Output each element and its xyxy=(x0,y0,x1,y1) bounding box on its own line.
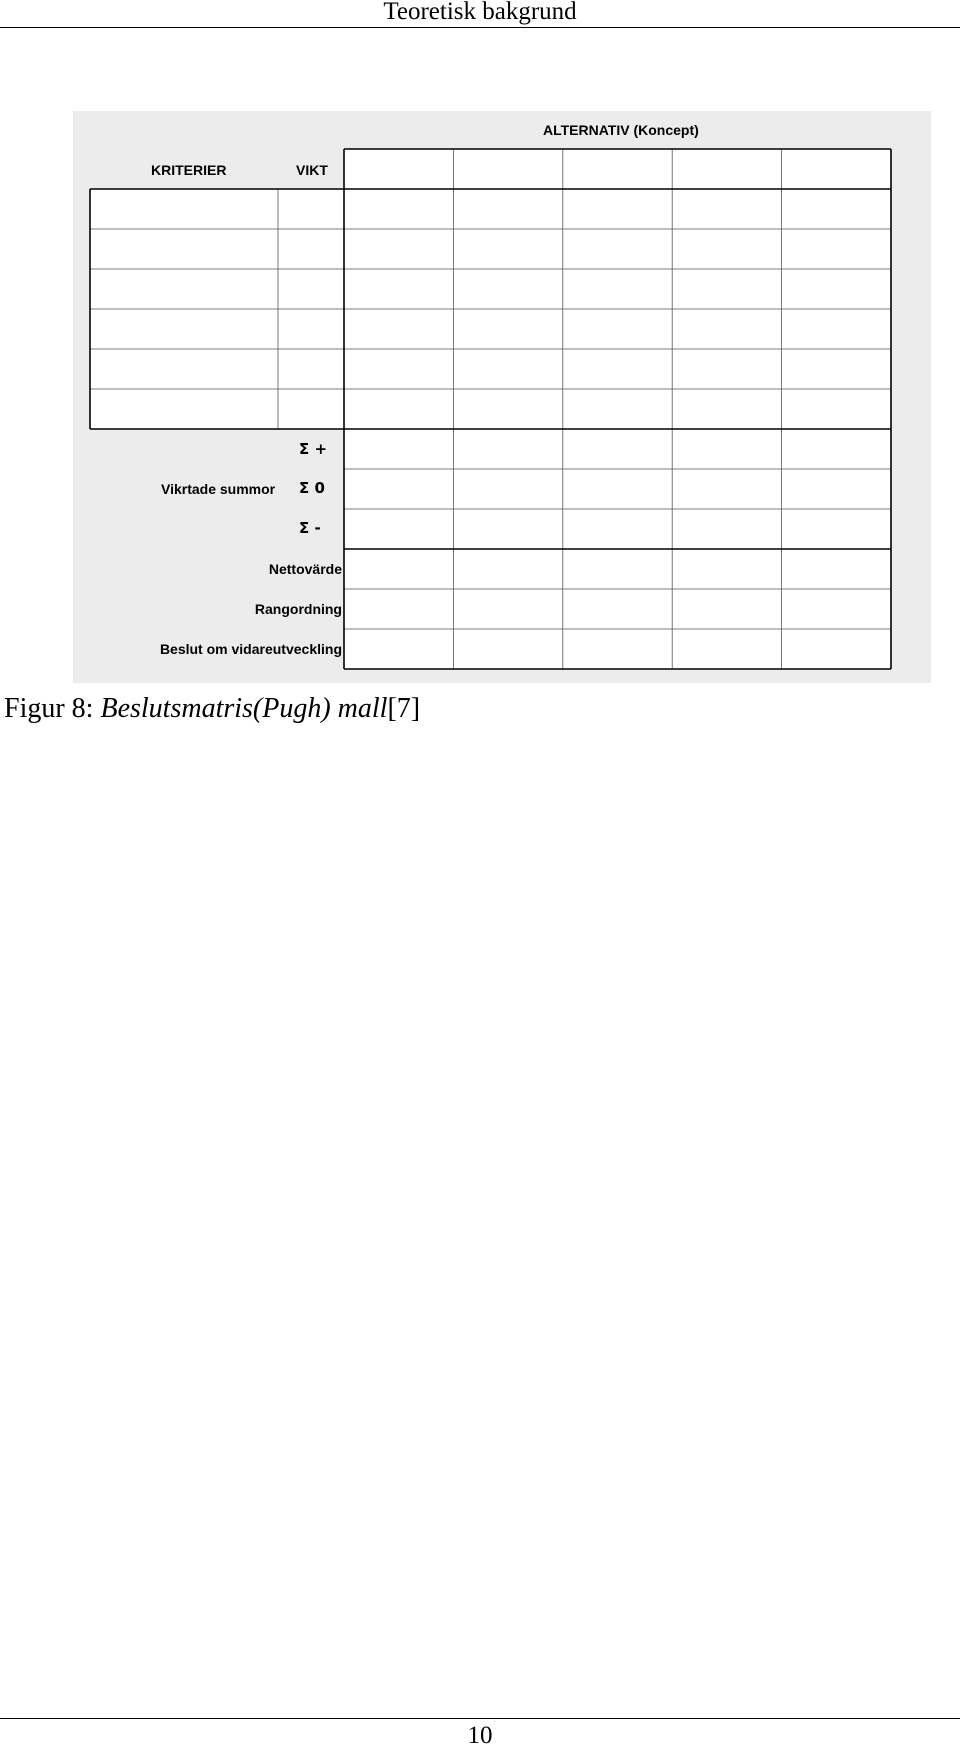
footer-rule xyxy=(0,1718,960,1719)
running-header xyxy=(0,0,960,28)
weight-header: VIKT xyxy=(296,162,328,178)
pugh-matrix-figure xyxy=(73,111,931,683)
caption-title: Beslutsmatris(Pugh) mall xyxy=(100,693,388,724)
alternatives-header: ALTERNATIV (Koncept) xyxy=(543,122,699,138)
pugh-matrix-table xyxy=(73,111,931,683)
ranking-label: Rangordning xyxy=(254,601,342,617)
caption-ref: [7] xyxy=(387,693,421,724)
decision-label: Beslut om vidareutveckling xyxy=(159,641,342,657)
caption-prefix: Figur 8: xyxy=(4,693,101,724)
matrix-grid xyxy=(90,149,891,669)
alternatives-area xyxy=(344,149,891,669)
page-number: 10 xyxy=(467,1722,493,1749)
figure-caption xyxy=(4,693,420,725)
sum-minus-label: Σ - xyxy=(299,519,321,537)
sum-plus-label: Σ + xyxy=(299,440,328,458)
header-title: Teoretisk bakgrund xyxy=(383,0,577,25)
weighted-sums-label: Vikrtade summor xyxy=(161,481,276,497)
criteria-header: KRITERIER xyxy=(151,162,227,178)
sum-zero-label: Σ 0 xyxy=(299,479,325,497)
net-value-label: Nettovärde xyxy=(268,561,342,577)
